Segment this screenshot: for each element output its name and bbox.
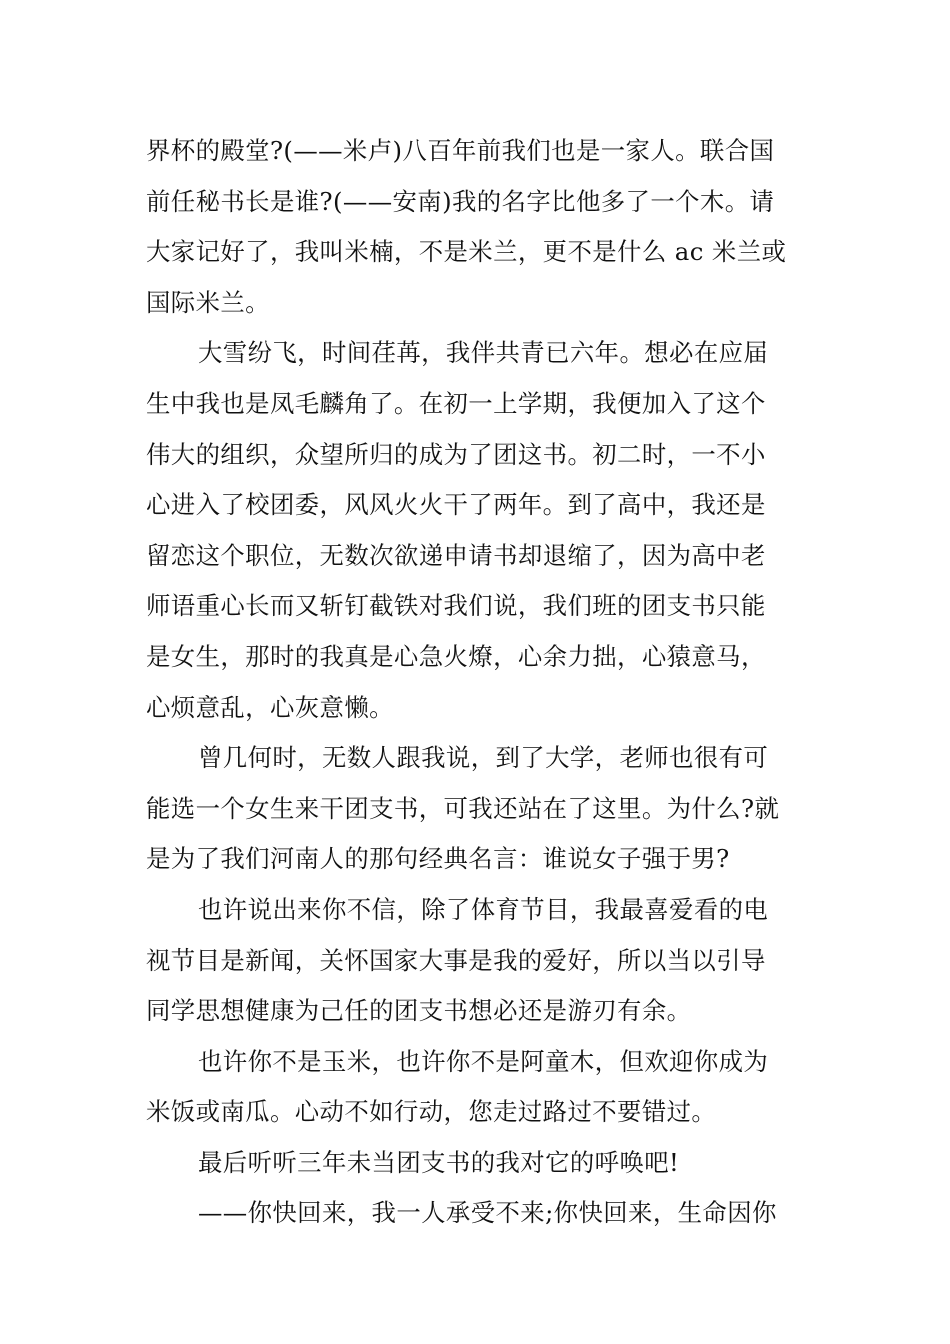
paragraph-line: 生中我也是凤毛麟角了。在初一上学期，我便加入了这个: [146, 388, 766, 418]
document-body: [146, 126, 810, 1239]
paragraph-line: 是为了我们河南人的那句经典名言：谁说女子强于男?: [146, 844, 730, 874]
paragraph-line: 国际米兰。: [146, 287, 270, 317]
paragraph-first-line: ——你快回来，我一人承受不来;你快回来，生命因你: [198, 1198, 777, 1228]
paragraph-line: 前任秘书长是谁?(——安南)我的名字比他多了一个木。请: [146, 186, 775, 216]
paragraph-line: 留恋这个职位，无数次欲递申请书却退缩了，因为高中老: [146, 540, 766, 570]
paragraph-first-line: 大雪纷飞，时间荏苒，我伴共青已六年。想必在应届: [198, 338, 769, 368]
paragraph-line: 是女生，那时的我真是心急火燎，心余力拙，心猿意马，: [146, 641, 766, 671]
paragraph-line: 能选一个女生来干团支书，可我还站在了这里。为什么?就: [146, 793, 780, 823]
paragraph-line: 界杯的殿堂?(——米卢)八百年前我们也是一家人。联合国: [146, 136, 775, 165]
paragraph-first-line: 也许你不是玉米，也许你不是阿童木，但欢迎你成为: [198, 1046, 769, 1076]
paragraph-line: 师语重心长而又斩钉截铁对我们说，我们班的团支书只能: [146, 591, 766, 621]
paragraph-line: 同学思想健康为己任的团支书想必还是游刃有余。: [146, 996, 692, 1026]
paragraph-line: 心烦意乱，心灰意懒。: [146, 692, 394, 722]
paragraph-first-line: 最后听听三年未当团支书的我对它的呼唤吧!: [198, 1147, 680, 1177]
paragraph-first-line: 也许说出来你不信，除了体育节目，我最喜爱看的电: [198, 894, 769, 924]
paragraph-line: 心进入了校团委，风风火火干了两年。到了高中，我还是: [146, 490, 766, 520]
paragraph-first-line: 曾几何时，无数人跟我说，到了大学，老师也很有可: [198, 743, 769, 773]
paragraph-line: 视节目是新闻，关怀国家大事是我的爱好，所以当以引导: [146, 945, 766, 975]
paragraph-line: 米饭或南瓜。心动不如行动，您走过路过不要错过。: [146, 1097, 717, 1127]
paragraph-line: 伟大的组织，众望所归的成为了团这书。初二时，一不小: [146, 439, 766, 469]
paragraph-line: 大家记好了，我叫米楠，不是米兰，更不是什么 ac 米兰或: [146, 237, 787, 267]
